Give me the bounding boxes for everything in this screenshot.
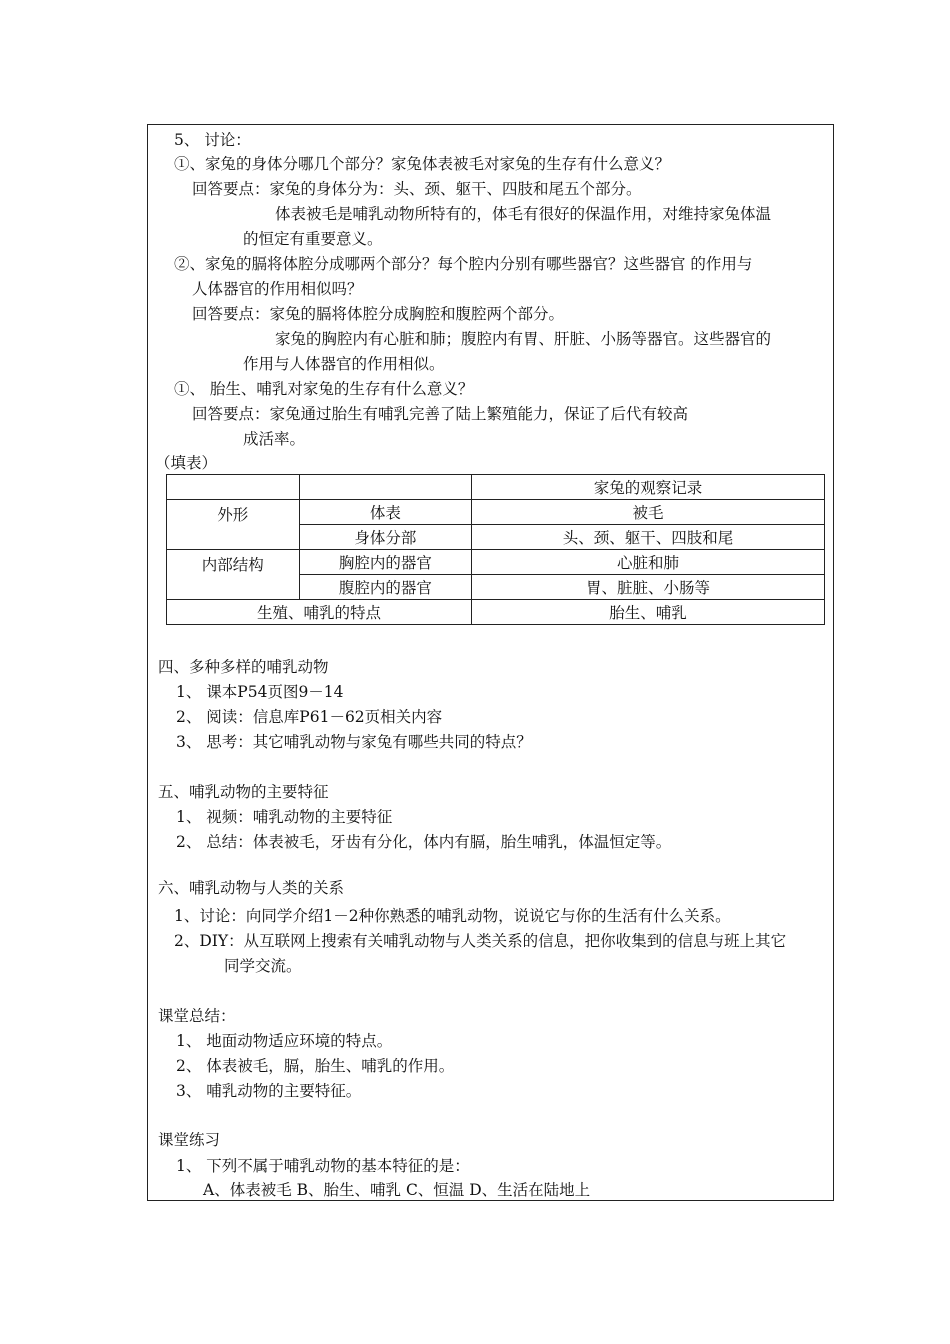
observation-table [166, 474, 825, 625]
surface-value: 被毛 [472, 500, 825, 525]
answer-3-line-1: 回答要点：家兔通过胎生有哺乳完善了陆上繁殖能力，保证了后代有较高 [192, 405, 689, 423]
body-parts-label: 身体分部 [299, 525, 471, 550]
section-6-title: 六、哺乳动物与人类的关系 [158, 879, 345, 897]
answer-1-line-3: 的恒定有重要意义。 [243, 230, 383, 248]
inner-label: 内部结构 [167, 550, 300, 600]
chest-value: 心脏和肺 [472, 550, 825, 575]
table-row [167, 550, 825, 575]
table-row [167, 600, 825, 625]
list-item: 1、 视频：哺乳动物的主要特征 [176, 808, 393, 826]
answer-2-line-2: 家兔的胸腔内有心脏和肺；腹腔内有胃、肝脏、小肠等器官。这些器官的 [275, 330, 772, 348]
surface-label: 体表 [299, 500, 471, 525]
table-caption: （填表） [155, 454, 218, 472]
list-item: 2、DIY：从互联网上搜索有关哺乳动物与人类关系的信息，把你收集到的信息与班上其它 [174, 932, 787, 950]
discussion-heading: 5、 讨论： [174, 131, 251, 149]
answer-3-line-2: 成活率。 [243, 430, 306, 448]
question-1: ①、家兔的身体分哪几个部分？家兔体表被毛对家兔的生存有什么意义？ [174, 155, 671, 173]
list-item: 1、 课本P54页图9－14 [176, 683, 344, 701]
list-item: 3、 思考：其它哺乳动物与家兔有哪些共同的特点？ [176, 733, 532, 751]
answer-1-line-2: 体表被毛是哺乳动物所特有的，体毛有很好的保温作用，对维持家兔体温 [275, 205, 772, 223]
answer-2-line-1: 回答要点：家兔的膈将体腔分成胸腔和腹腔两个部分。 [192, 305, 565, 323]
practice-title: 课堂练习 [158, 1131, 221, 1149]
answer-2-line-3: 作用与人体器官的作用相似。 [243, 355, 445, 373]
practice-options: A、体表被毛 B、胎生、哺乳 C、恒温 D、生活在陆地上 [203, 1181, 591, 1199]
abdomen-label: 腹腔内的器官 [299, 575, 471, 600]
chest-label: 胸腔内的器官 [299, 550, 471, 575]
outer-label: 外形 [167, 500, 300, 550]
list-item: 3、 哺乳动物的主要特征。 [176, 1082, 362, 1100]
abdomen-value: 胃、脏脏、小肠等 [472, 575, 825, 600]
table-row [167, 500, 825, 525]
answer-1-line-1: 回答要点：家兔的身体分为：头、颈、躯干、四肢和尾五个部分。 [192, 180, 642, 198]
summary-title: 课堂总结： [158, 1007, 236, 1025]
question-3: ①、 胎生、哺乳对家兔的生存有什么意义？ [174, 380, 474, 398]
list-item: 2、 阅读：信息库P61－62页相关内容 [176, 708, 443, 726]
repro-value: 胎生、哺乳 [472, 600, 825, 625]
list-item: 2、 总结：体表被毛，牙齿有分化，体内有膈，胎生哺乳，体温恒定等。 [176, 833, 672, 851]
list-item-continuation: 同学交流。 [224, 957, 302, 975]
list-item: 1、讨论：向同学介绍1－2种你熟悉的哺乳动物，说说它与你的生活有什么关系。 [174, 907, 731, 925]
practice-question-1: 1、 下列不属于哺乳动物的基本特征的是： [176, 1157, 470, 1175]
question-2-line-1: ②、家兔的膈将体腔分成哪两个部分？每个腔内分别有哪些器官？这些器官 的作用与 [174, 255, 753, 273]
table-row [167, 475, 825, 500]
repro-label: 生殖、哺乳的特点 [167, 600, 472, 625]
question-2-line-2: 人体器官的作用相似吗？ [192, 280, 363, 298]
body-parts-value: 头、颈、躯干、四肢和尾 [472, 525, 825, 550]
list-item: 1、 地面动物适应环境的特点。 [176, 1032, 393, 1050]
section-5-title: 五、哺乳动物的主要特征 [158, 783, 329, 801]
list-item: 2、 体表被毛，膈，胎生、哺乳的作用。 [176, 1057, 455, 1075]
section-4-title: 四、多种多样的哺乳动物 [158, 658, 329, 676]
table-header: 家兔的观察记录 [472, 475, 825, 500]
